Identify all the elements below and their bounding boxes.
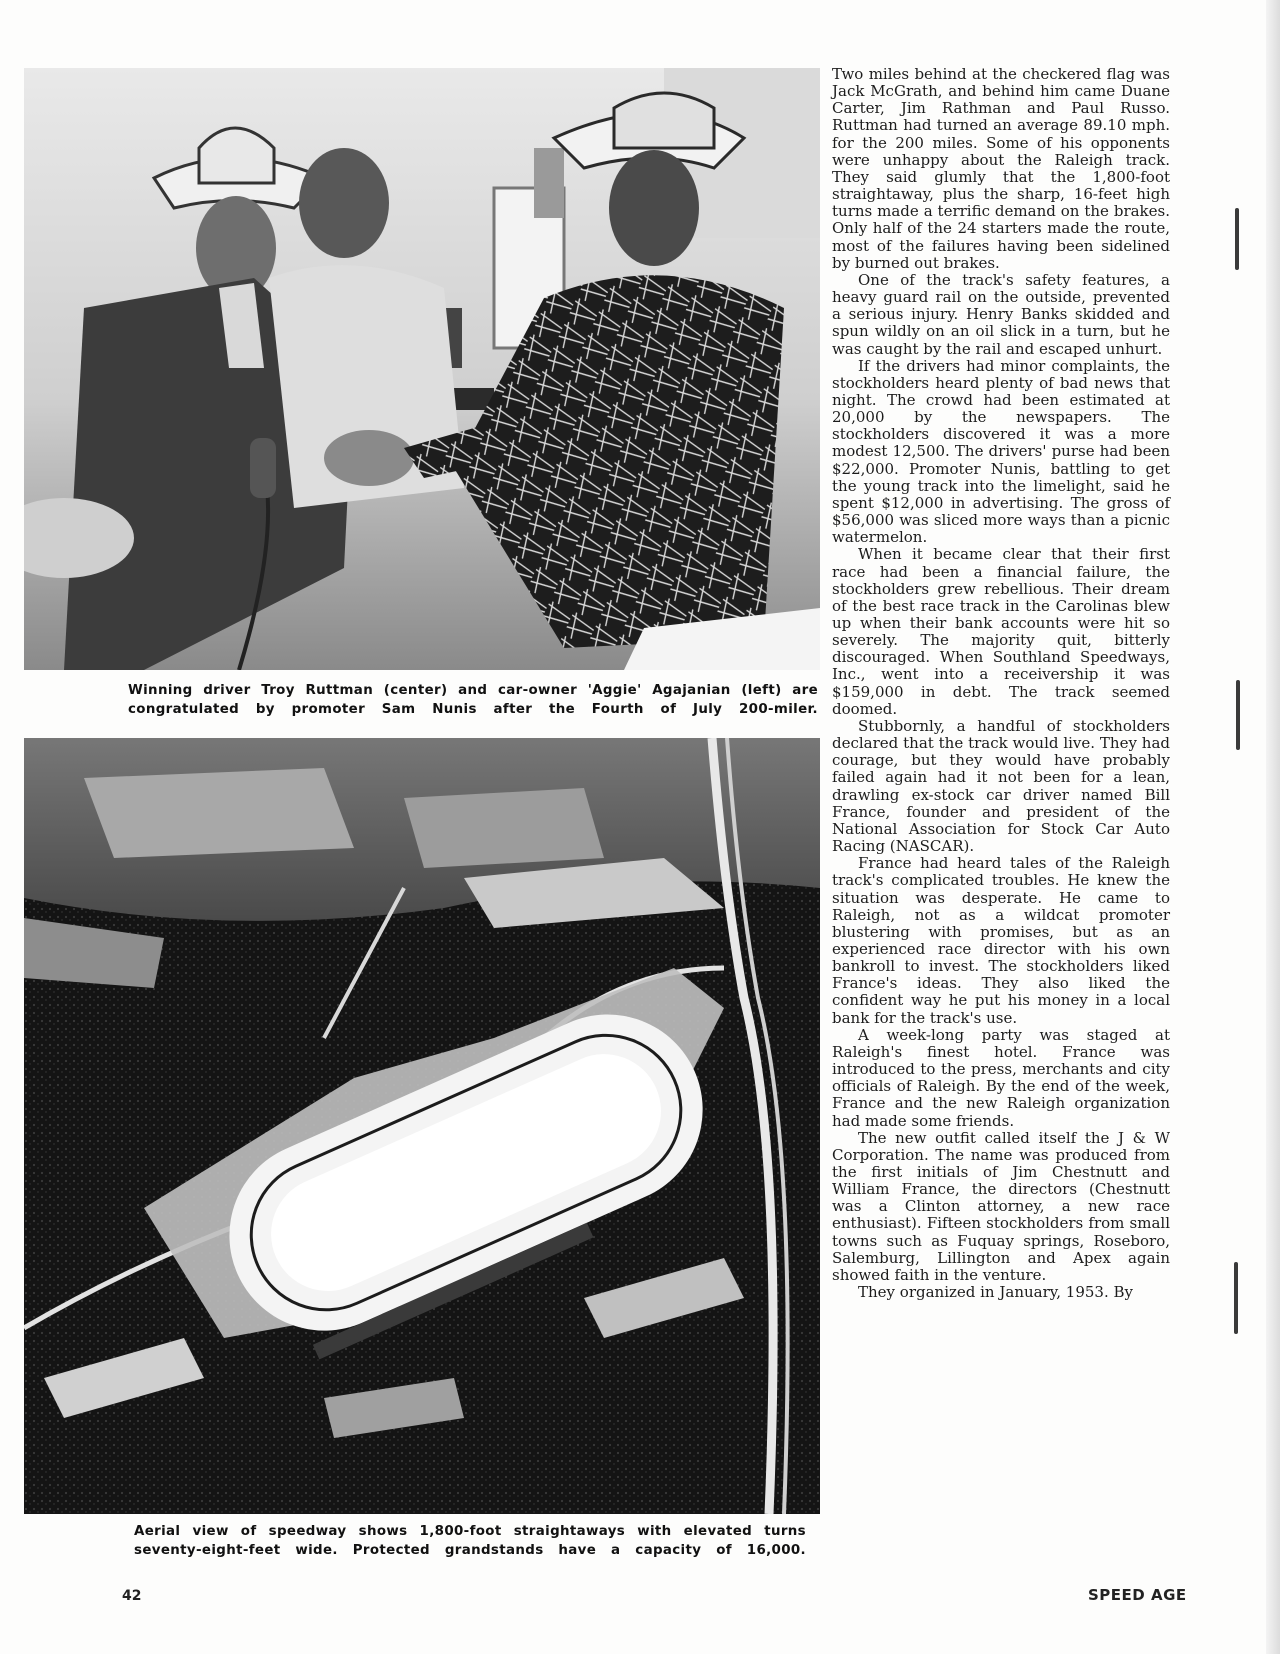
victory-photo: [24, 68, 820, 670]
article-paragraph: One of the track's safety features, a heavy guard rail on the outside, prevented a serious injury. Henry Banks skidded and spun wildly on an oil slick in a turn, but he was caught by the rail and escaped unhurt.: [832, 270, 1170, 358]
page-number: 42: [122, 1588, 142, 1604]
victory-photo-image: [24, 68, 820, 670]
article-paragraph: The new outfit called itself the J & W Corporation. The name was produced from the first initials of Jim Chestnutt and William France, the directors (Chestnutt was a Clinton attorney, a new race enthusiast). Fifteen stockholders from small towns such as Fuquay springs, Roseboro, Salemburg, Lillington and Apex again showed faith in the venture.: [832, 1128, 1170, 1284]
article-column: [832, 66, 1170, 1301]
article-paragraph: If the drivers had minor complaints, the stockholders heard plenty of bad news that night. The crowd had been estimated at 20,000 by the newspapers. The stockholders discovered it was a more modest 12,500. The drivers' purse had been $22,000. Promoter Nunis, battling to get the young track into the limelight, said he spent $12,000 in advertising. The gross of $56,000 was sliced more ways than a picnic watermelon.: [832, 356, 1170, 547]
victory-photo-caption: Winning driver Troy Ruttman (center) and car-owner 'Aggie' Agajanian (left) are congratulated by promoter Sam Nunis after the Fourth of July 200-miler.: [128, 683, 818, 717]
scan-edge-shadow: [1266, 0, 1280, 1654]
article-paragraph: France had heard tales of the Raleigh track's complicated troubles. He knew the situation was desperate. He came to Raleigh, not as a wildcat promoter blustering with promises, but as an experienced race director with his own bankroll to invest. The stockholders liked France's ideas. They also liked the confident way he put his money in a local bank for the track's use.: [832, 854, 1170, 1027]
scan-mark: [1235, 208, 1239, 270]
article-paragraph: A week-long party was staged at Raleigh's finest hotel. France was introduced to the press, merchants and city officials of Raleigh. By the end of the week, France and the new Raleigh organization had made some friends.: [832, 1025, 1170, 1130]
aerial-photo-caption: Aerial view of speedway shows 1,800-foot straightaways with elevated turns seventy-eight-feet wide. Protected grandstands have a capacity of 16,000.: [134, 1524, 806, 1558]
scan-mark: [1236, 680, 1240, 750]
article-paragraph: Stubbornly, a handful of stockholders declared that the track would live. They had courage, but they would have probably failed again had it not been for a lean, drawling ex-stock car driver named Bill France, founder and president of the National Association for Stock Car Auto Racing (NASCAR).: [832, 716, 1170, 856]
article-paragraph: When it became clear that their first race had been a financial failure, the stockholders grew rebellious. Their dream of the best race track in the Carolinas blew up when their bank accounts were hit so severely. The majority quit, bitterly discouraged. When Southland Speedways, Inc., went into a receivership it was $159,000 in debt. The track seemed doomed.: [832, 545, 1170, 718]
aerial-photo: [24, 738, 820, 1514]
aerial-photo-image: [24, 738, 820, 1514]
article-paragraph: They organized in January, 1953. By: [858, 1283, 1133, 1302]
scan-mark: [1234, 1262, 1238, 1334]
article-paragraph: Two miles behind at the checkered flag was Jack McGrath, and behind him came Duane Carter, Jim Rathman and Paul Russo. Ruttman had turned an average 89.10 mph. for the 200 miles. Some of his opponents were unhappy about the Raleigh track. They said glumly that the 1,800-foot straightaway, plus the sharp, 16-feet high turns made a terrific demand on the brakes. Only half of the 24 starters made the route, most of the failures having been sidelined by burned out brakes.: [832, 65, 1170, 272]
magazine-name: SPEED AGE: [1088, 1586, 1187, 1604]
